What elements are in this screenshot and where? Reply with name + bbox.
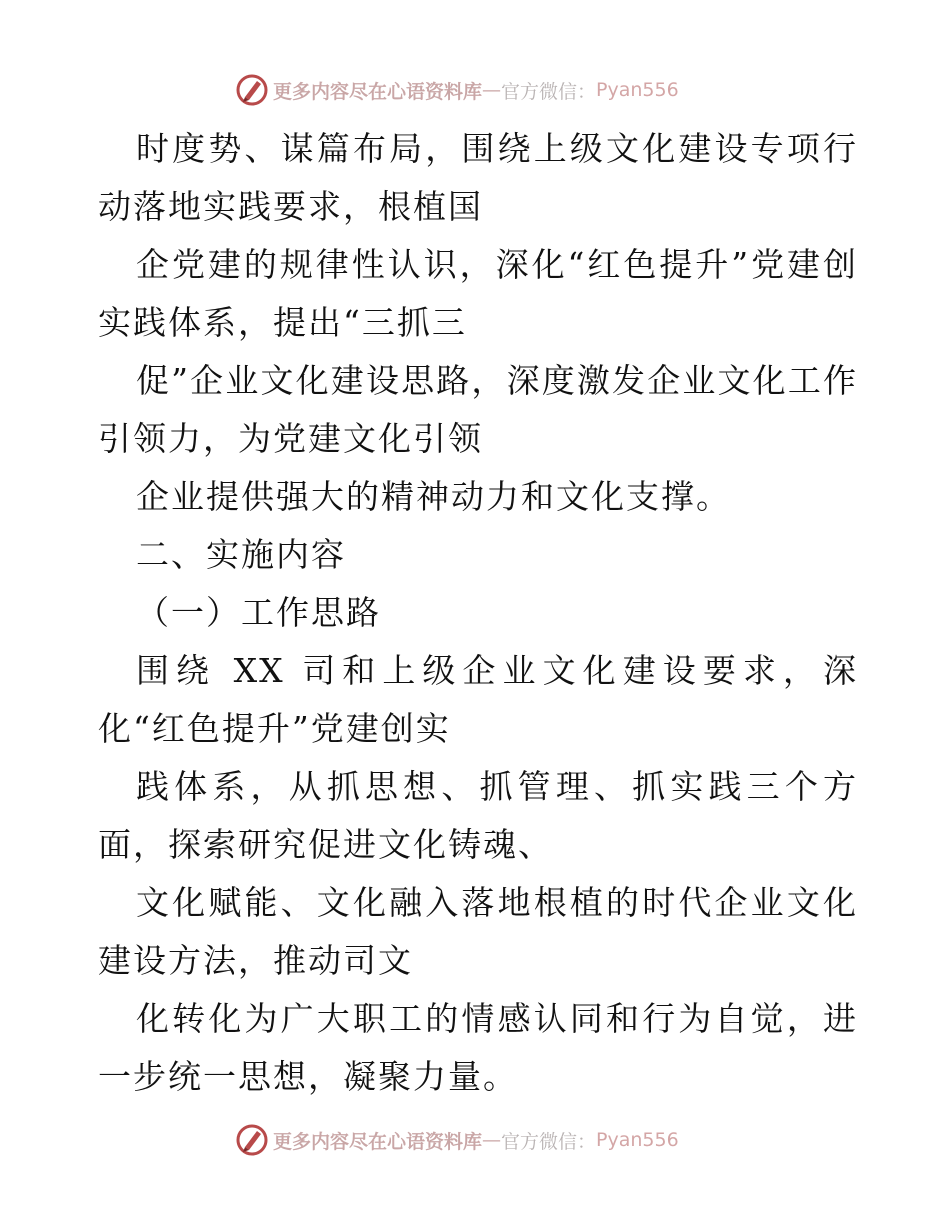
paragraph: 践体系，从抓思想、抓管理、抓实践三个方面，探索研究促进文化铸魂、 — [98, 767, 858, 864]
paragraph: 促”企业文化建设思路，深度激发企业文化工作引领力，为党建文化引领 — [98, 361, 858, 458]
watermark-account: Pyan556 — [596, 1129, 679, 1151]
pen-logo-icon — [235, 73, 269, 107]
paragraph: 文化赋能、文化融入落地根植的时代企业文化建设方法，推动司文 — [98, 883, 858, 980]
watermark-label: 官方微信： — [501, 1130, 597, 1153]
paragraph: 围绕 XX 司和上级企业文化建设要求，深化“红色提升”党建创实 — [98, 651, 858, 748]
paragraph: 企党建的规律性认识，深化“红色提升”党建创实践体系，提出“三抓三 — [98, 245, 858, 342]
watermark-dash: — — [482, 1129, 502, 1151]
paragraph: 化转化为广大职工的情感认同和行为自觉，进一步统一思想，凝聚力量。 — [98, 999, 858, 1096]
document-body — [98, 120, 858, 1106]
footer-watermark — [235, 1122, 679, 1158]
watermark-dash: — — [482, 79, 502, 101]
paragraph: 时度势、谋篇布局，围绕上级文化建设专项行动落地实践要求，根植国 — [98, 129, 858, 226]
subsection-heading: （一）工作思路 — [136, 593, 381, 632]
section-heading: 二、实施内容 — [136, 535, 346, 574]
watermark-main-text: 更多内容尽在心语资料库 — [273, 80, 483, 103]
pen-logo-icon — [235, 1123, 269, 1157]
watermark-label: 官方微信： — [501, 80, 597, 103]
header-watermark — [235, 72, 679, 108]
watermark-main-text: 更多内容尽在心语资料库 — [273, 1130, 483, 1153]
watermark-account: Pyan556 — [596, 79, 679, 101]
paragraph: 企业提供强大的精神动力和文化支撑。 — [136, 477, 731, 516]
